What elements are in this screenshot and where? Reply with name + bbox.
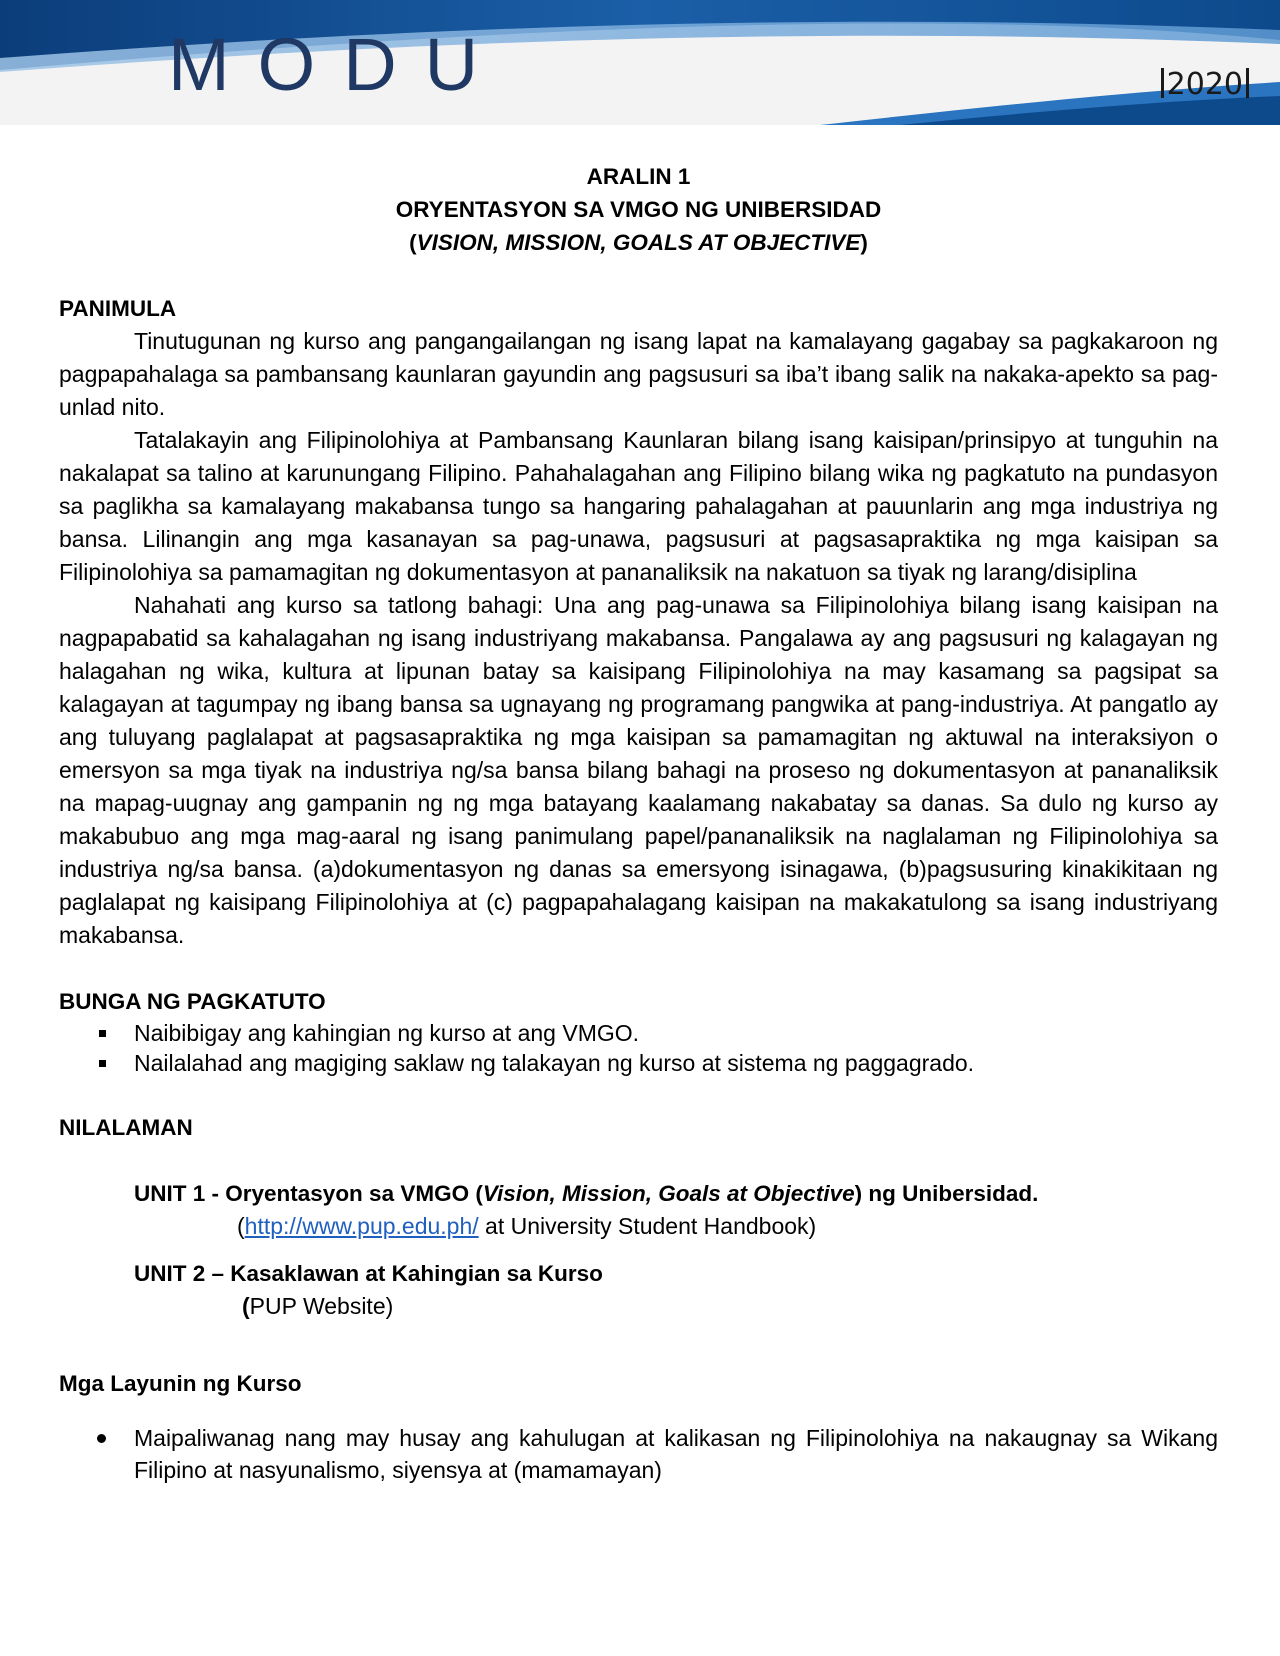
- layunin-list: [59, 1422, 1218, 1486]
- year-bar-left: [1161, 68, 1164, 98]
- subtitle-open: (: [409, 230, 417, 255]
- unit-1-ref-rest: at University Student Handbook): [478, 1213, 817, 1239]
- bunga-item-text: Nailalahad ang magiging saklaw ng talakayan ng kurso at sistema ng paggagrado.: [134, 1050, 975, 1076]
- year-label: [1158, 68, 1252, 100]
- bunga-item-text: Naibibigay ang kahingian ng kurso at ang VMGO.: [134, 1020, 640, 1046]
- unit-1-prefix: UNIT 1 - Oryentasyon sa VMGO (: [134, 1181, 483, 1206]
- unit-1-reference: [59, 1210, 1218, 1243]
- bunga-heading: BUNGA NG PAGKATUTO: [59, 989, 326, 1014]
- unit-2-ref-rest: PUP Website): [249, 1293, 394, 1319]
- list-item: [59, 1018, 1218, 1048]
- brand-title: MODU: [168, 23, 507, 106]
- year-text: 2020: [1166, 67, 1243, 102]
- panimula-paragraph-2: Tatalakayin ang Filipinolohiya at Pambansang Kaunlaran bilang isang kaisipan/prinsipyo at tunguhin na nakalapat sa talino at karunungang Filipino. Pahahalagahan ang Filipino bilang wika ng pagkatuto na pundasyon sa paglikha sa kamalayang makabansa tungo sa hangaring pahalagahan at pauunlarin ang mga industriya ng bansa. Lilinangin ang mga kasanayan sa pag-unawa, pagsusuri at pagsasapraktika ng mga kaisipan sa Filipinolohiya sa pamamagitan ng dokumentasyon at pananaliksik na nakatuon sa tiyak ng larang/disiplina: [59, 427, 1218, 585]
- nilalaman-heading: NILALAMAN: [59, 1115, 193, 1140]
- pup-website-link[interactable]: http://www.pup.edu.ph/: [244, 1213, 479, 1239]
- square-bullet-icon: [99, 1060, 106, 1067]
- unit-1-ref-open: (: [237, 1213, 245, 1239]
- panimula-paragraph-3: Nahahati ang kurso sa tatlong bahagi: Una ang pag-unawa sa Filipinolohiya bilang isang kaisipan na nagpapabatid sa kahalagahan ng isang industriyang makabansa. Pangalawa ay ang pagsusuri ng kalagayan ng halagahan ng wika, kultura at lipunan batay sa kaisipang Filipinolohiya na may kasamang sa pagsipat sa kalagayan at tagumpay ng ibang bansa sa ugnayang ng programang pangwika at pang-industriya. At pangatlo ay ang tuluyang paglalapat at pagsasapraktika ng mga kaisipan sa pamamagitan ng aktuwal na interaksiyon o emersyon sa mga tiyak na industriya ng/sa bansa bilang bahagi na proseso ng dokumentasyon at pananaliksik na mapag-uugnay ang gampanin ng ng mga batayang kaalamang nakabatay sa danas. Sa dulo ng kurso ay makabubuo ang mga mag-aaral ng isang panimulang papel/pananaliksik na naglalaman ng Filipinolohiya sa industriya ng/sa bansa. (a)dokumentasyon ng danas sa emersyong isinagawa, (b)pagsusuring kinakikitaan ng paglalapat ng kaisipang Filipinolohiya at (c) pagpapahalagang kaisipan na makakatulong sa isang industriyang makabansa.: [59, 592, 1218, 948]
- page-header: [0, 0, 1280, 125]
- layunin-heading: Mga Layunin ng Kurso: [59, 1371, 302, 1396]
- document-body: [59, 160, 1218, 1486]
- subtitle-italic: VISION, MISSION, GOALS AT OBJECTIVE: [416, 230, 861, 255]
- list-item: [59, 1048, 1218, 1078]
- list-item: [59, 1422, 1218, 1486]
- year-bar-right: [1246, 68, 1249, 98]
- unit-1-suffix: ) ng Unibersidad.: [854, 1181, 1039, 1206]
- lesson-number: ARALIN 1: [586, 164, 691, 189]
- bunga-list: [59, 1018, 1218, 1078]
- square-bullet-icon: [99, 1030, 106, 1037]
- lesson-title: ORYENTASYON SA VMGO NG UNIBERSIDAD: [395, 197, 882, 222]
- unit-2-ref-open: (: [242, 1293, 250, 1319]
- unit-2-title: UNIT 2 – Kasaklawan at Kahingian sa Kurso: [134, 1261, 603, 1286]
- subtitle-close: ): [860, 230, 868, 255]
- unit-1-italic: Vision, Mission, Goals at Objective: [482, 1181, 855, 1206]
- round-bullet-icon: [97, 1434, 106, 1443]
- panimula-heading: PANIMULA: [59, 296, 177, 321]
- layunin-item-text: Maipaliwanag nang may husay ang kahulugan at kalikasan ng Filipinolohiya na nakaugnay sa Wikang Filipino at nasyunalismo, siyensya at (mamamayan): [134, 1425, 1218, 1483]
- unit-2-reference: [59, 1290, 1218, 1323]
- lesson-subtitle: [59, 226, 1218, 259]
- unit-1-title: [59, 1177, 1218, 1210]
- panimula-paragraph-1: Tinutugunan ng kurso ang pangangailangan ng isang lapat na kamalayang gagabay sa pagkakaroon ng pagpapahalaga sa pambansang kaunlaran gayundin ang pagsusuri sa iba’t ibang salik na nakaka-apekto sa pag-unlad nito.: [59, 328, 1218, 420]
